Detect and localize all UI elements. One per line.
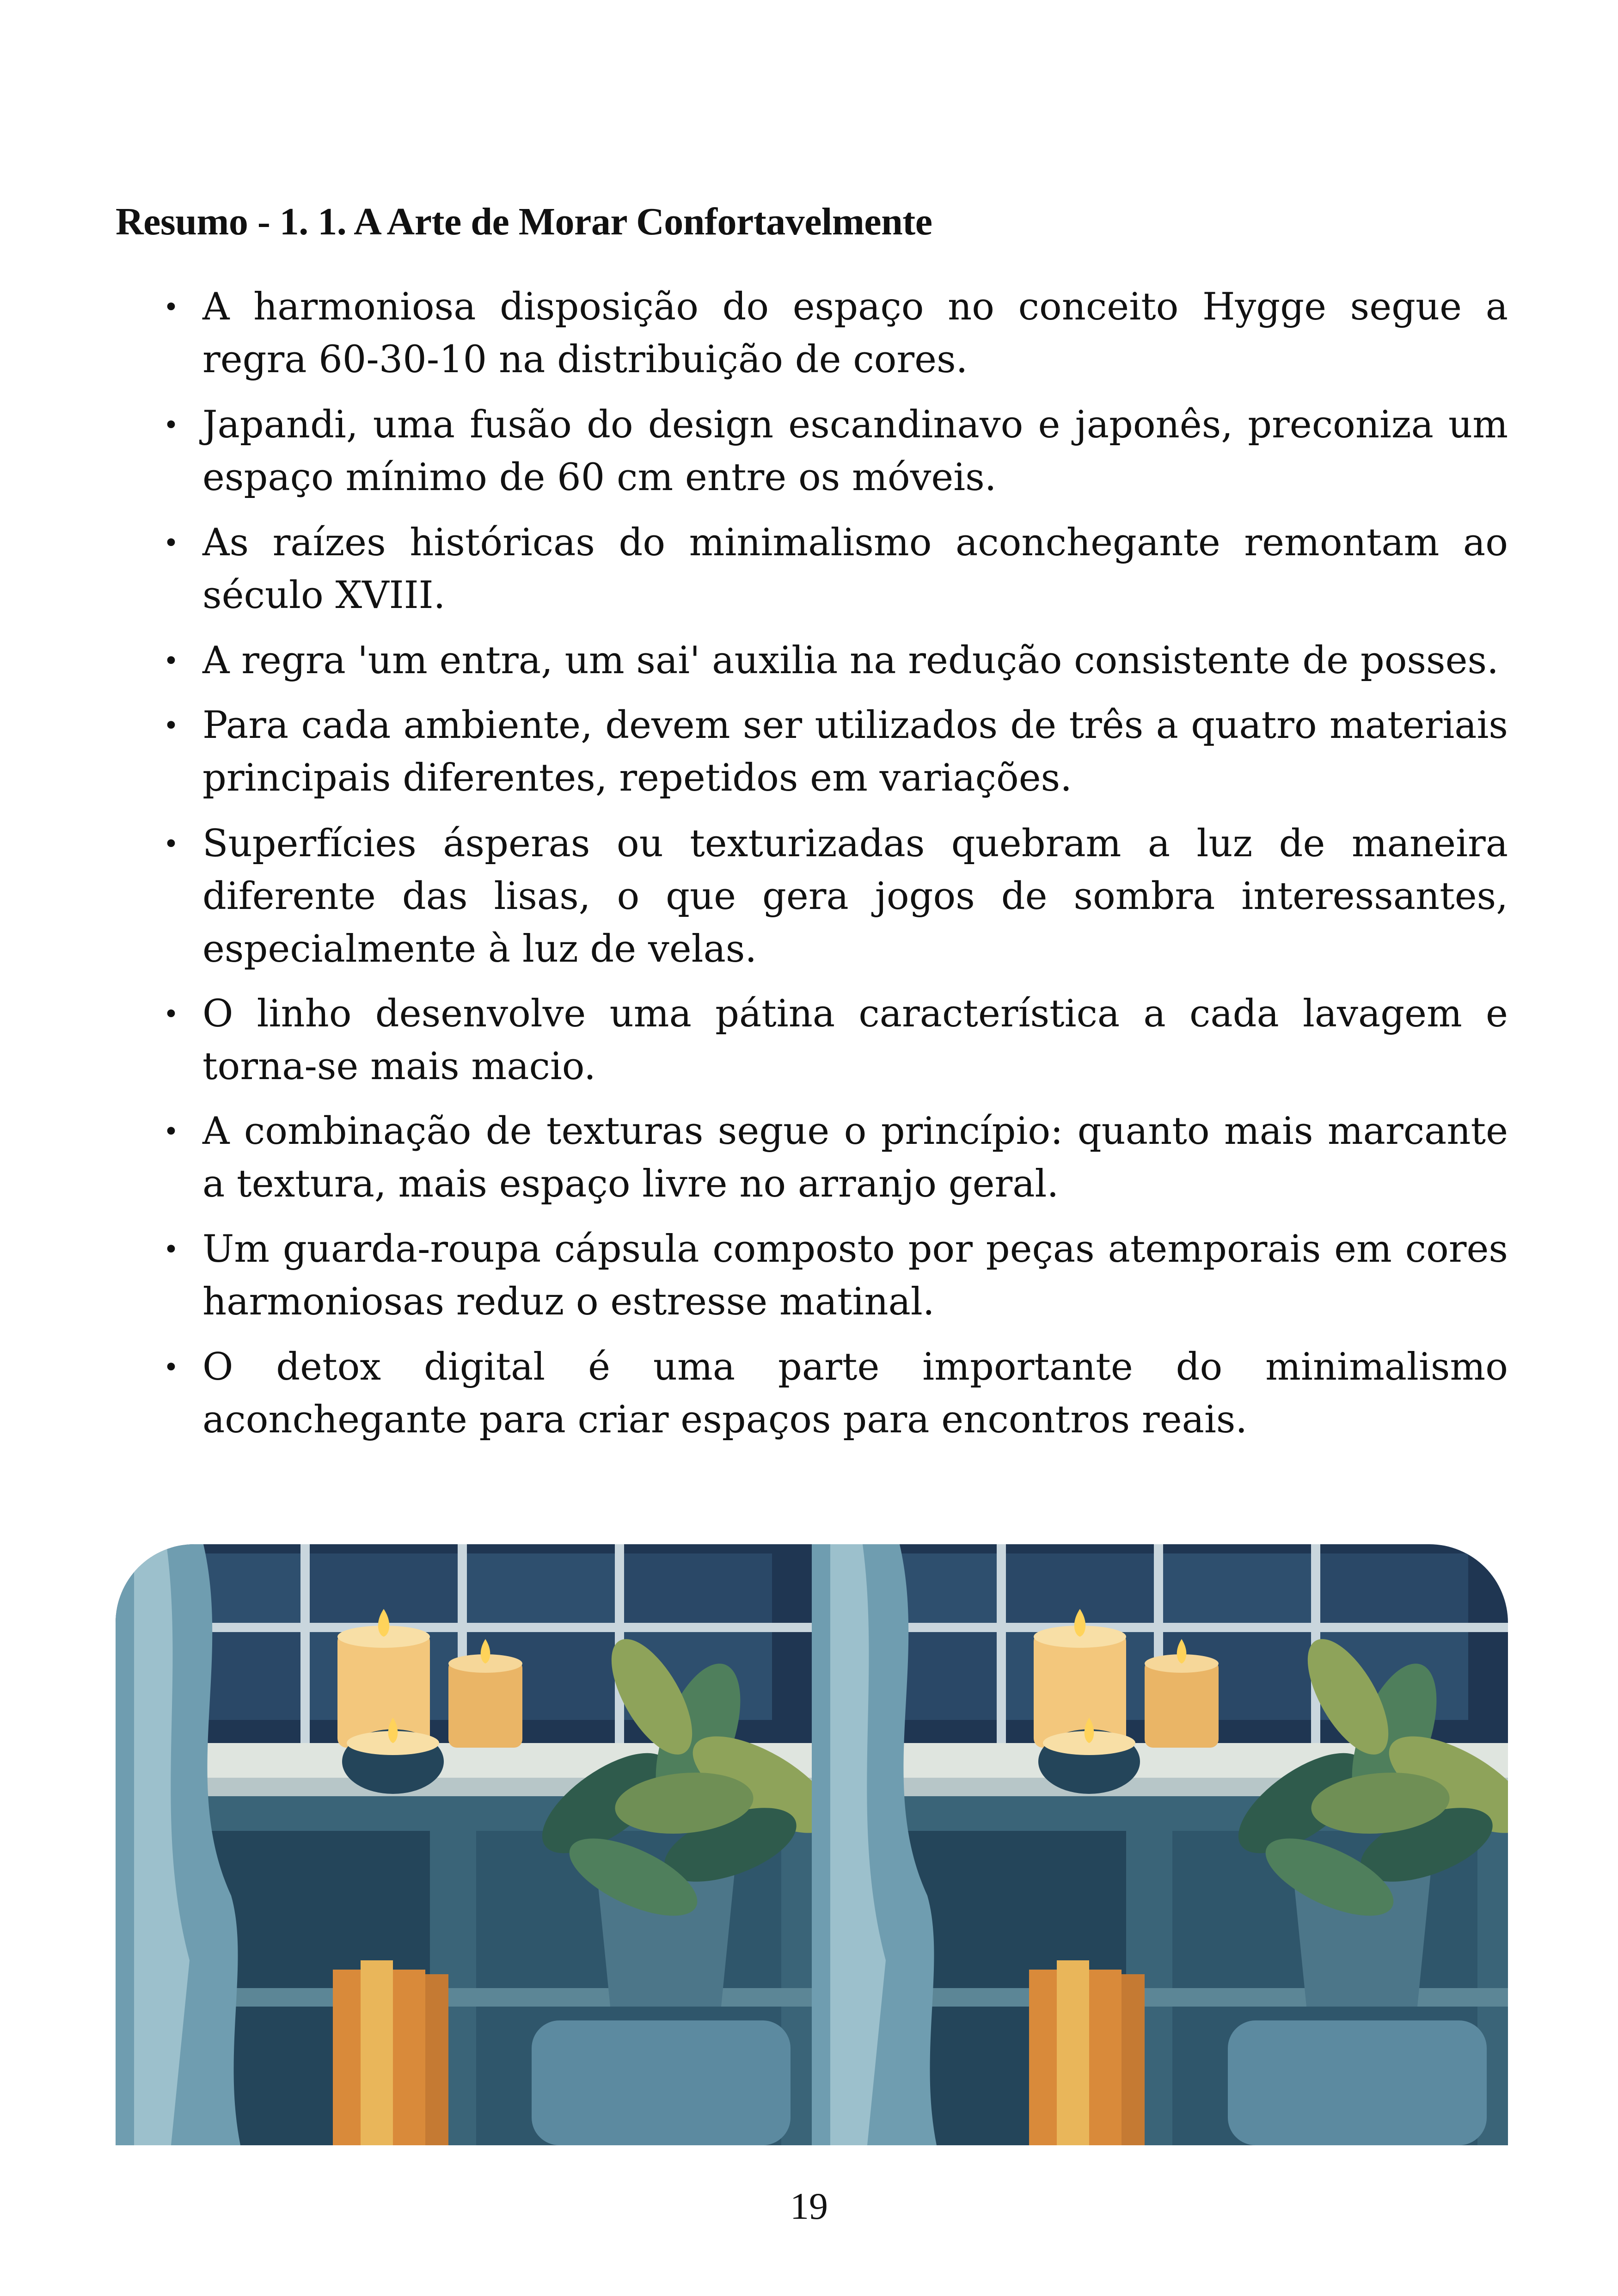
cozy-windowsill-illustration <box>116 1544 1508 2145</box>
list-item: Um guarda-roupa cápsula composto por peças atemporais em cores harmoniosas reduz o estresse matinal. <box>202 1228 1508 1324</box>
list-item: A combinação de texturas segue o princípio: quanto mais marcante a textura, mais espaço livre no arranjo geral. <box>202 1110 1508 1206</box>
list-item: Para cada ambiente, devem ser utilizados de três a quatro materiais principais diferentes, repetidos em variações. <box>202 704 1508 800</box>
list-item: Japandi, uma fusão do design escandinavo e japonês, preconiza um espaço mínimo de 60 cm entre os móveis. <box>202 403 1508 499</box>
list-item: As raízes históricas do minimalismo aconchegante remontam ao século XVIII. <box>202 521 1508 617</box>
list-item: O linho desenvolve uma pátina característica a cada lavagem e torna-se mais macio. <box>202 992 1508 1088</box>
bullet-icon: • <box>165 707 177 743</box>
page-number: 19 <box>790 2185 828 2227</box>
list-item: A harmoniosa disposição do espaço no conceito Hygge segue a regra 60-30-10 na distribuição de cores. <box>202 285 1508 381</box>
bullet-icon: • <box>165 1113 177 1149</box>
bullet-icon: • <box>165 407 177 442</box>
bullet-icon: • <box>165 826 177 861</box>
list-item: Superfícies ásperas ou texturizadas quebram a luz de maneira diferente das lisas, o que gera jogos de sombra interessantes, especialmente à luz de velas. <box>202 822 1508 971</box>
bullet-icon: • <box>165 996 177 1031</box>
section-summary-heading: Resumo - 1. 1. A Arte de Morar Confortavelmente <box>116 200 932 243</box>
list-item: O detox digital é uma parte importante do minimalismo aconchegante para criar espaços para encontros reais. <box>202 1345 1508 1442</box>
bullet-icon: • <box>165 1231 177 1267</box>
bullet-icon: • <box>165 643 177 678</box>
bullet-icon: • <box>165 525 177 560</box>
list-item: A regra 'um entra, um sai' auxilia na redução consistente de posses. <box>202 639 1499 682</box>
bullet-icon: • <box>165 1349 177 1385</box>
bullet-icon: • <box>165 289 177 325</box>
